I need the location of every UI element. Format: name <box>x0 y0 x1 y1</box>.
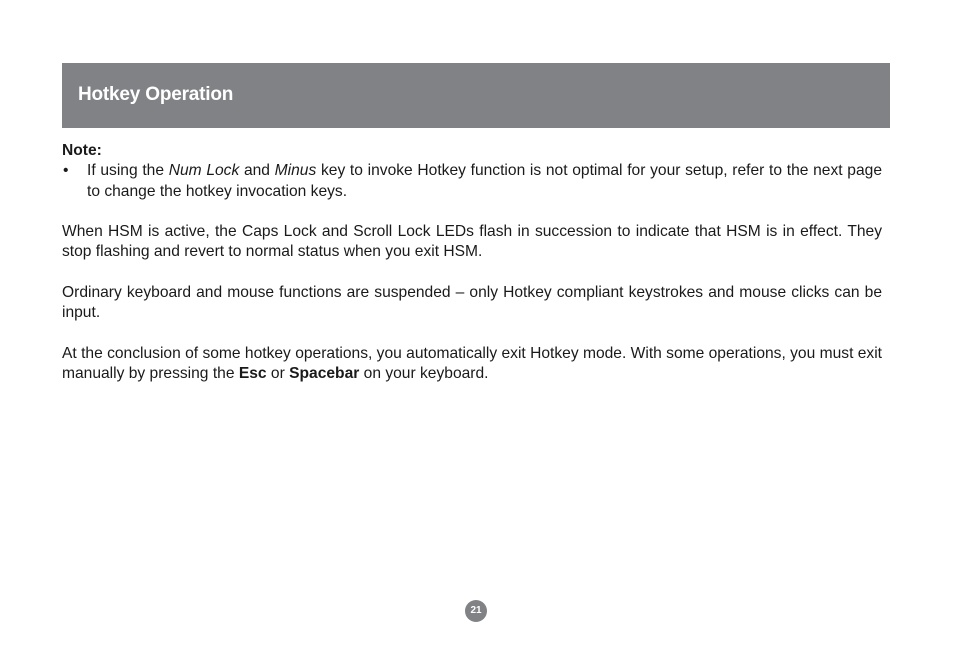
paragraph-suspended-functions: Ordinary keyboard and mouse functions are suspended – only Hotkey compliant keystrokes and mouse clicks can be input. <box>62 284 882 322</box>
note-list <box>62 161 882 202</box>
exit-text-1: At the conclusion of some hotkey operations, you automatically exit Hotkey mode. With some operations, you must exit manually by pressing the <box>62 344 882 383</box>
section-title: Hotkey Operation <box>78 84 234 105</box>
paragraph-exit-hotkey-mode <box>62 344 882 385</box>
note-text-3: key to invoke Hotkey function is not optimal for your setup, refer to the next page to change the hotkey invocation keys. <box>87 162 882 200</box>
section-header-bar <box>62 63 890 128</box>
main-content <box>62 141 882 385</box>
page-number-badge: 21 <box>465 600 487 622</box>
minus-key: Minus <box>274 162 317 180</box>
exit-text-3: on your keyboard. <box>359 365 489 383</box>
esc-key: Esc <box>238 365 267 383</box>
note-text-1: If using the <box>87 162 169 180</box>
exit-text-2: or <box>266 365 290 383</box>
paragraph-hsm-leds: When HSM is active, the Caps Lock and Scroll Lock LEDs flash in succession to indicate that HSM is in effect. They stop flashing and revert to normal status when you exit HSM. <box>62 223 882 261</box>
spacebar-key: Spacebar <box>289 365 360 383</box>
bullet-icon: • <box>63 162 69 180</box>
note-text-2: and <box>239 162 275 180</box>
note-bullet-item <box>62 161 882 202</box>
num-lock-key: Num Lock <box>168 162 240 180</box>
note-label: Note: <box>62 142 102 159</box>
